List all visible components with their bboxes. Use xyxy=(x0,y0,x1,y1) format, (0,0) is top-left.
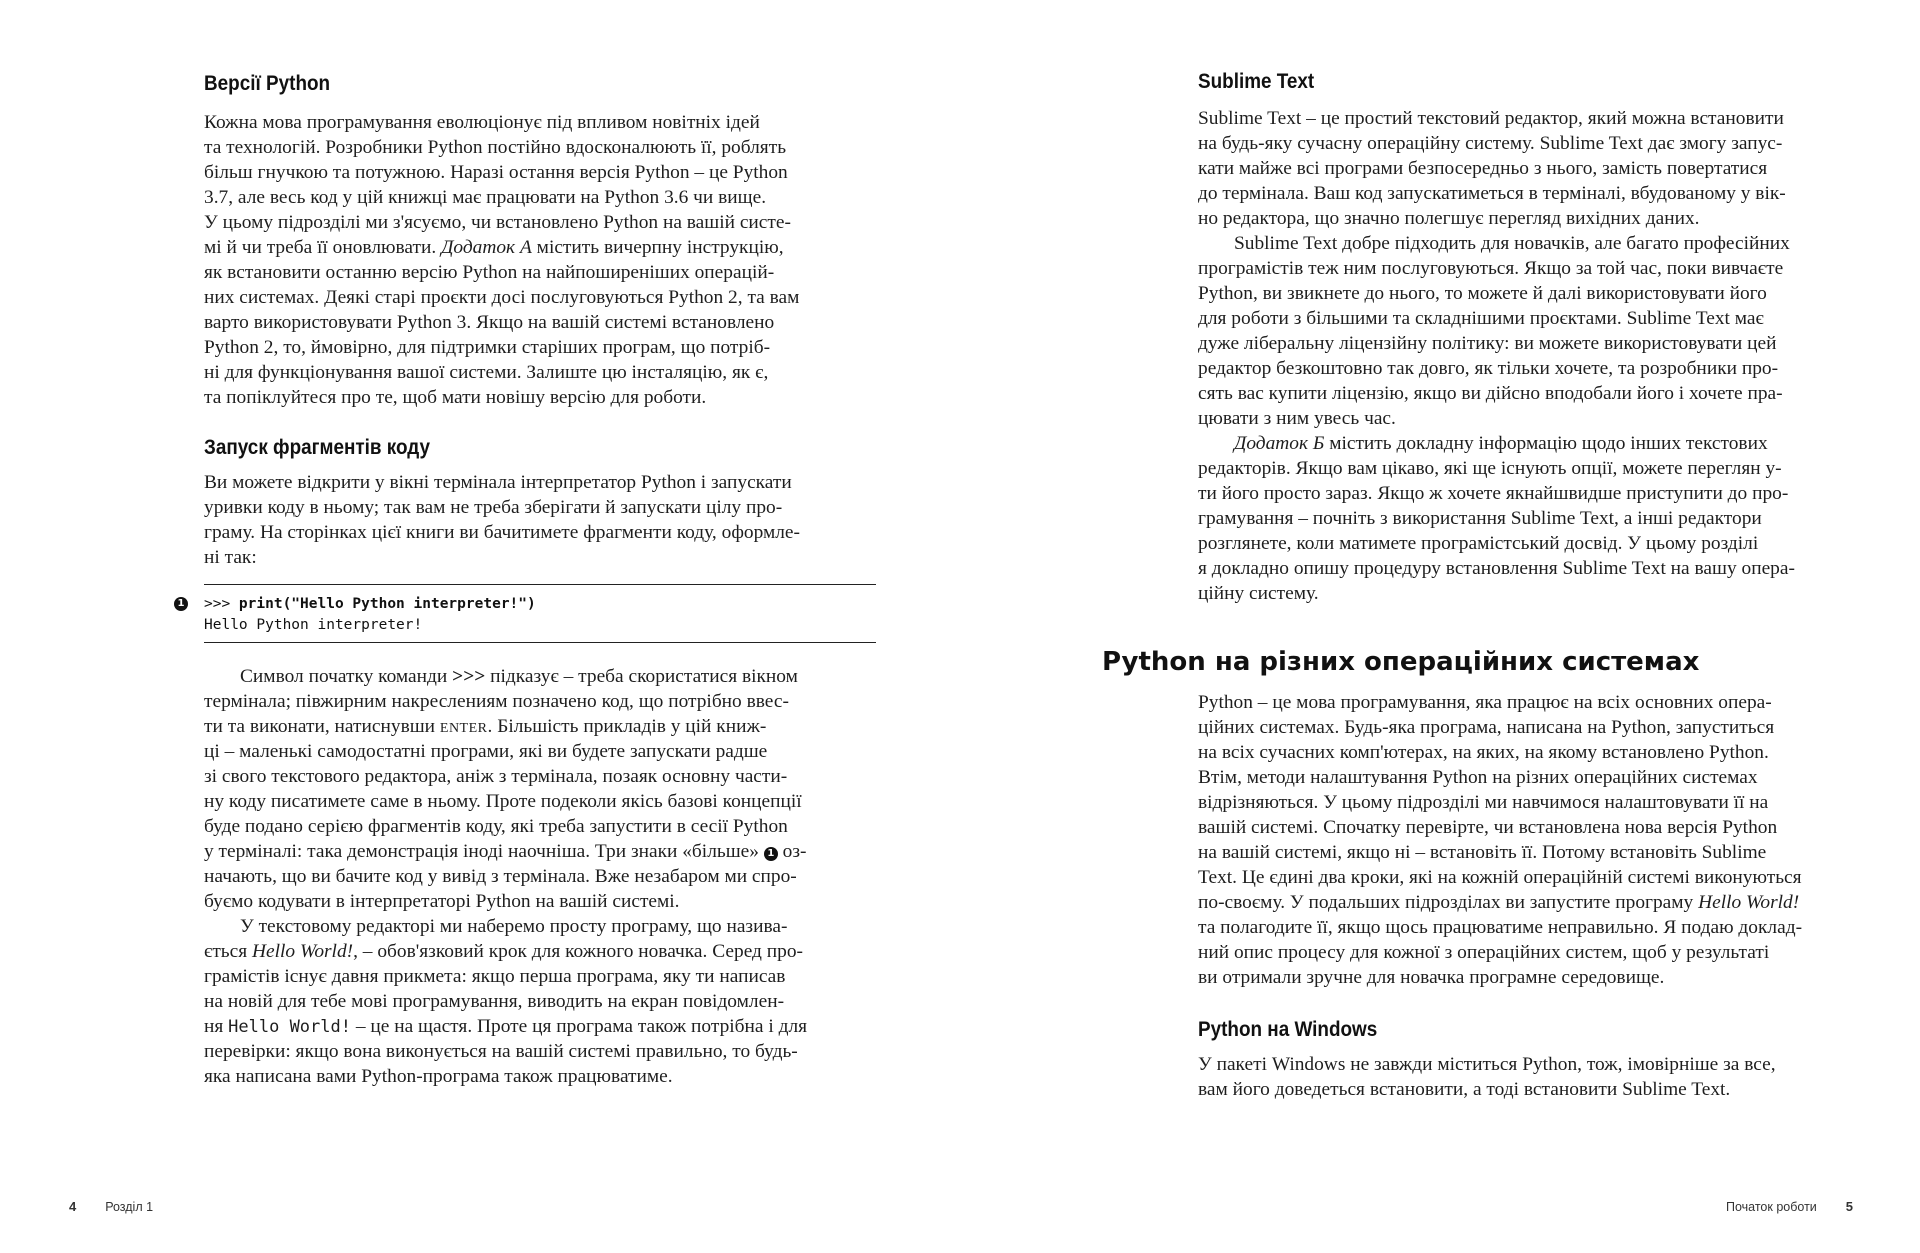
code-command: print("Hello Python interpreter!") xyxy=(238,596,536,612)
code-block xyxy=(204,594,536,636)
text-line: ні так: xyxy=(204,547,257,568)
page-number-right: 5 xyxy=(1845,1199,1853,1214)
text-line: дуже ліберальну ліцензійну політику: ви можете використовувати цей xyxy=(1198,333,1777,354)
paragraph-python-on-os xyxy=(1198,690,1802,990)
text-line xyxy=(204,839,807,864)
text-line: буде подано серією фрагментів коду, які треба запустити в сесії Python xyxy=(204,816,788,837)
text-line: начають, що ви бачите код у вивід з термінала. Вже незабаром ми спро- xyxy=(204,866,797,887)
text-line: Sublime Text добре підходить для новачків, але багато професійних xyxy=(1234,233,1790,254)
appendix-b-reference: Додаток Б xyxy=(1234,433,1325,454)
paragraph-prompt-explanation xyxy=(204,664,807,1089)
chapter-label: Початок роботи xyxy=(1726,1200,1817,1214)
enter-key-label: ENTER xyxy=(439,721,488,736)
text-fragment: по-своєму. У подальших підрозділах ви запустите програму xyxy=(1198,892,1694,913)
paragraph-python-versions xyxy=(204,110,799,410)
paragraph-python-on-windows xyxy=(1198,1052,1776,1102)
chapter-label: Розділ 1 xyxy=(105,1200,154,1214)
text-line: ці – маленькі самодостатні програми, які ви будете запускати радше xyxy=(204,741,768,762)
text-line xyxy=(204,939,807,964)
text-line: та попіклуйтеся про те, щоб мати новішу версію для роботи. xyxy=(204,387,707,408)
text-line: відрізняються. У цьому підрозділі ми навчимося налаштовувати її на xyxy=(1198,792,1769,813)
text-line: для роботи з більшими та складнішими проєктами. Sublime Text має xyxy=(1198,308,1764,329)
hello-world-title: Hello World! xyxy=(252,941,354,962)
text-fragment: мі й чи треба її оновлювати. xyxy=(204,237,437,258)
text-fragment: ється xyxy=(204,941,253,962)
text-fragment: . Більшість прикладів у цій книж- xyxy=(487,716,767,737)
code-line-output: Hello Python interpreter! xyxy=(204,617,423,633)
text-line: ний опис процесу для кожної з операційних систем, щоб у результаті xyxy=(1198,942,1770,963)
text-line: но редактора, що значно полегшує перегляд вихідних даних. xyxy=(1198,208,1700,229)
text-line xyxy=(1198,890,1802,915)
text-line: та полагодите її, якщо щось працюватиме неправильно. Я подаю доклад- xyxy=(1198,917,1803,938)
text-fragment: Символ початку команди xyxy=(240,666,453,687)
text-line: сять вас купити ліцензію, якщо ви дійсно вподобали його і хочете пра- xyxy=(1198,383,1783,404)
code-bottom-rule xyxy=(204,642,876,643)
text-fragment: підказує – треба скористатися вікном xyxy=(485,666,798,687)
hello-world-title: Hello World! xyxy=(1698,892,1800,913)
text-line: зі свого текстового редактора, аніж з термінала, позаяк основну части- xyxy=(204,766,788,787)
hello-world-code: Hello World! xyxy=(228,1017,351,1037)
text-line: вашій системі. Спочатку перевірте, чи встановлена нова версія Python xyxy=(1198,817,1778,838)
text-line: У пакеті Windows не завжди міститься Python, тож, імовірніше за все, xyxy=(1198,1054,1776,1075)
text-line: редакторів. Якщо вам цікаво, які ще існують опції, можете переглян у- xyxy=(1198,458,1782,479)
text-line: Sublime Text – це простий текстовий редактор, який можна встановити xyxy=(1198,108,1784,129)
text-line: Python 2, то, ймовірно, для підтримки старіших програм, що потріб- xyxy=(204,337,771,358)
text-line: як встановити останню версію Python на найпоширеніших операцій- xyxy=(204,262,775,283)
right-page xyxy=(960,0,1920,1253)
text-fragment: ти та виконати, натиснувши xyxy=(204,716,440,737)
text-line: Python – це мова програмування, яка працює на всіх основних опера- xyxy=(1198,692,1772,713)
text-line: У текстовому редакторі ми наберемо просту програму, що назива- xyxy=(240,916,788,937)
text-line xyxy=(1198,431,1795,456)
paragraph-sublime-text xyxy=(1198,106,1795,606)
text-line: них системах. Деякі старі проєкти досі послуговуються Python 2, та вам xyxy=(204,287,800,308)
heading-python-versions: Версії Python xyxy=(204,72,331,95)
text-line: на вашій системі, якщо ні – встановіть її. Потому встановіть Sublime xyxy=(1198,842,1767,863)
text-line: ційних системах. Будь-яка програма, написана на Python, запуститься xyxy=(1198,717,1775,738)
text-line: Втім, методи налаштування Python на різних операційних системах xyxy=(1198,767,1758,788)
text-line: буємо кодувати в інтерпретаторі Python на вашій системі. xyxy=(204,891,680,912)
text-line: ні для функціонування вашої системи. Залиште цю інсталяцію, як є, xyxy=(204,362,769,383)
text-fragment: ня xyxy=(204,1016,229,1037)
prompt-symbol: >>> xyxy=(452,666,486,687)
text-line: ну коду писатимете саме в ньому. Проте подеколи якісь базові концепції xyxy=(204,791,802,812)
text-line: більш гнучкою та потужною. Наразі остання версія Python – це Python xyxy=(204,162,788,183)
text-line: граму. На сторінках цієї книги ви бачитимете фрагменти коду, оформле- xyxy=(204,522,800,543)
text-line: уривки коду в ньому; так вам не треба зберігати й запускати цілу про- xyxy=(204,497,783,518)
text-fragment: оз- xyxy=(777,841,807,862)
text-line xyxy=(204,714,807,739)
text-line: грамістів існує давня прикмета: якщо перша програма, яку ти написав xyxy=(204,966,786,987)
text-line: на новій для тебе мові програмування, виводить на екран повідомлен- xyxy=(204,991,785,1012)
heading-sublime-text: Sublime Text xyxy=(1198,70,1315,93)
right-footer xyxy=(1726,1199,1853,1214)
text-line: яка написана вами Python-програма також працюватиме. xyxy=(204,1066,673,1087)
text-line: грамування – почніть з використання Sublime Text, а інші редактори xyxy=(1198,508,1762,529)
text-line: на всіх сучасних комп'ютерах, на яких, на якому встановлено Python. xyxy=(1198,742,1769,763)
text-line: цювати з ним увесь час. xyxy=(1198,408,1396,429)
paragraph-running-snippets xyxy=(204,470,800,570)
text-line: ви отримали зручне для новачка програмне середовище. xyxy=(1198,967,1665,988)
text-fragment: , – обов'язковий крок для кожного новачка. Серед про- xyxy=(353,941,803,962)
text-line: варто використовувати Python 3. Якщо на вашій системі встановлено xyxy=(204,312,775,333)
text-line xyxy=(204,1014,807,1039)
text-fragment: містить докладну інформацію щодо інших текстових xyxy=(1324,433,1768,454)
text-line: термінала; півжирним накреслениям позначено код, що потрібно ввес- xyxy=(204,691,789,712)
text-line: я докладно опишу процедуру встановлення Sublime Text на вашу опера- xyxy=(1198,558,1795,579)
code-prompt: >>> xyxy=(204,596,239,612)
text-line: Ви можете відкрити у вікні термінала інтерпретатор Python і запускати xyxy=(204,472,792,493)
text-line: У цьому підрозділі ми з'ясуємо, чи встановлено Python на вашій систе- xyxy=(204,212,791,233)
text-line: ти його просто зараз. Якщо ж хочете якнайшвидше приступити до про- xyxy=(1198,483,1789,504)
text-line: перевірки: якщо вона виконується на вашій системі правильно, то будь- xyxy=(204,1041,798,1062)
code-line-input xyxy=(204,594,536,615)
text-fragment: у терміналі: така демонстрація іноді наочніша. Три знаки «більше» xyxy=(204,841,764,862)
text-line: кати майже всі програми безпосередньо з нього, замість повертатися xyxy=(1198,158,1768,179)
text-line: вам його доведеться встановити, а тоді встановити Sublime Text. xyxy=(1198,1079,1731,1100)
text-line xyxy=(204,235,799,260)
text-line: на будь-яку сучасну операційну систему. Sublime Text дає змогу запус- xyxy=(1198,133,1783,154)
code-top-rule xyxy=(204,584,876,585)
text-line: Кожна мова програмування еволюціонує під впливом новітніх ідей xyxy=(204,112,760,133)
text-line: редактор безкоштовно так довго, як тільки хочете, та розробники про- xyxy=(1198,358,1779,379)
text-line: та технологій. Розробники Python постійно вдосконалюють її, роблять xyxy=(204,137,787,158)
text-fragment: містить вичерпну інструкцію, xyxy=(536,237,784,258)
heading-running-snippets: Запуск фрагментів коду xyxy=(204,436,431,459)
text-line: 3.7, але весь код у цій книжці має працювати на Python 3.6 чи вище. xyxy=(204,187,767,208)
code-marker-1-icon: 1 xyxy=(174,597,188,611)
text-line: Text. Це єдині два кроки, які на кожній операційній системі виконуються xyxy=(1198,867,1802,888)
text-line: до термінала. Ваш код запускатиметься в терміналі, вбудованому у вік- xyxy=(1198,183,1786,204)
left-footer xyxy=(69,1199,153,1214)
heading-python-on-windows: Python на Windows xyxy=(1198,1018,1378,1041)
text-fragment: – це на щастя. Проте ця програма також потрібна і для xyxy=(350,1016,808,1037)
page-number-left: 4 xyxy=(69,1199,77,1214)
appendix-a-reference: Додаток А xyxy=(441,237,532,258)
text-line xyxy=(204,664,807,689)
text-line: ційну систему. xyxy=(1198,583,1319,604)
text-line: розглянете, коли матимете програмістський досвід. У цьому розділі xyxy=(1198,533,1759,554)
heading-python-on-os: Python на різних операційних системах xyxy=(1102,647,1700,677)
inline-marker-1-icon: 1 xyxy=(764,847,778,861)
text-line: Python, ви звикнете до нього, то можете й далі використовувати його xyxy=(1198,283,1767,304)
text-line: програмістів теж ним послуговуються. Якщо за той час, поки вивчаєте xyxy=(1198,258,1784,279)
